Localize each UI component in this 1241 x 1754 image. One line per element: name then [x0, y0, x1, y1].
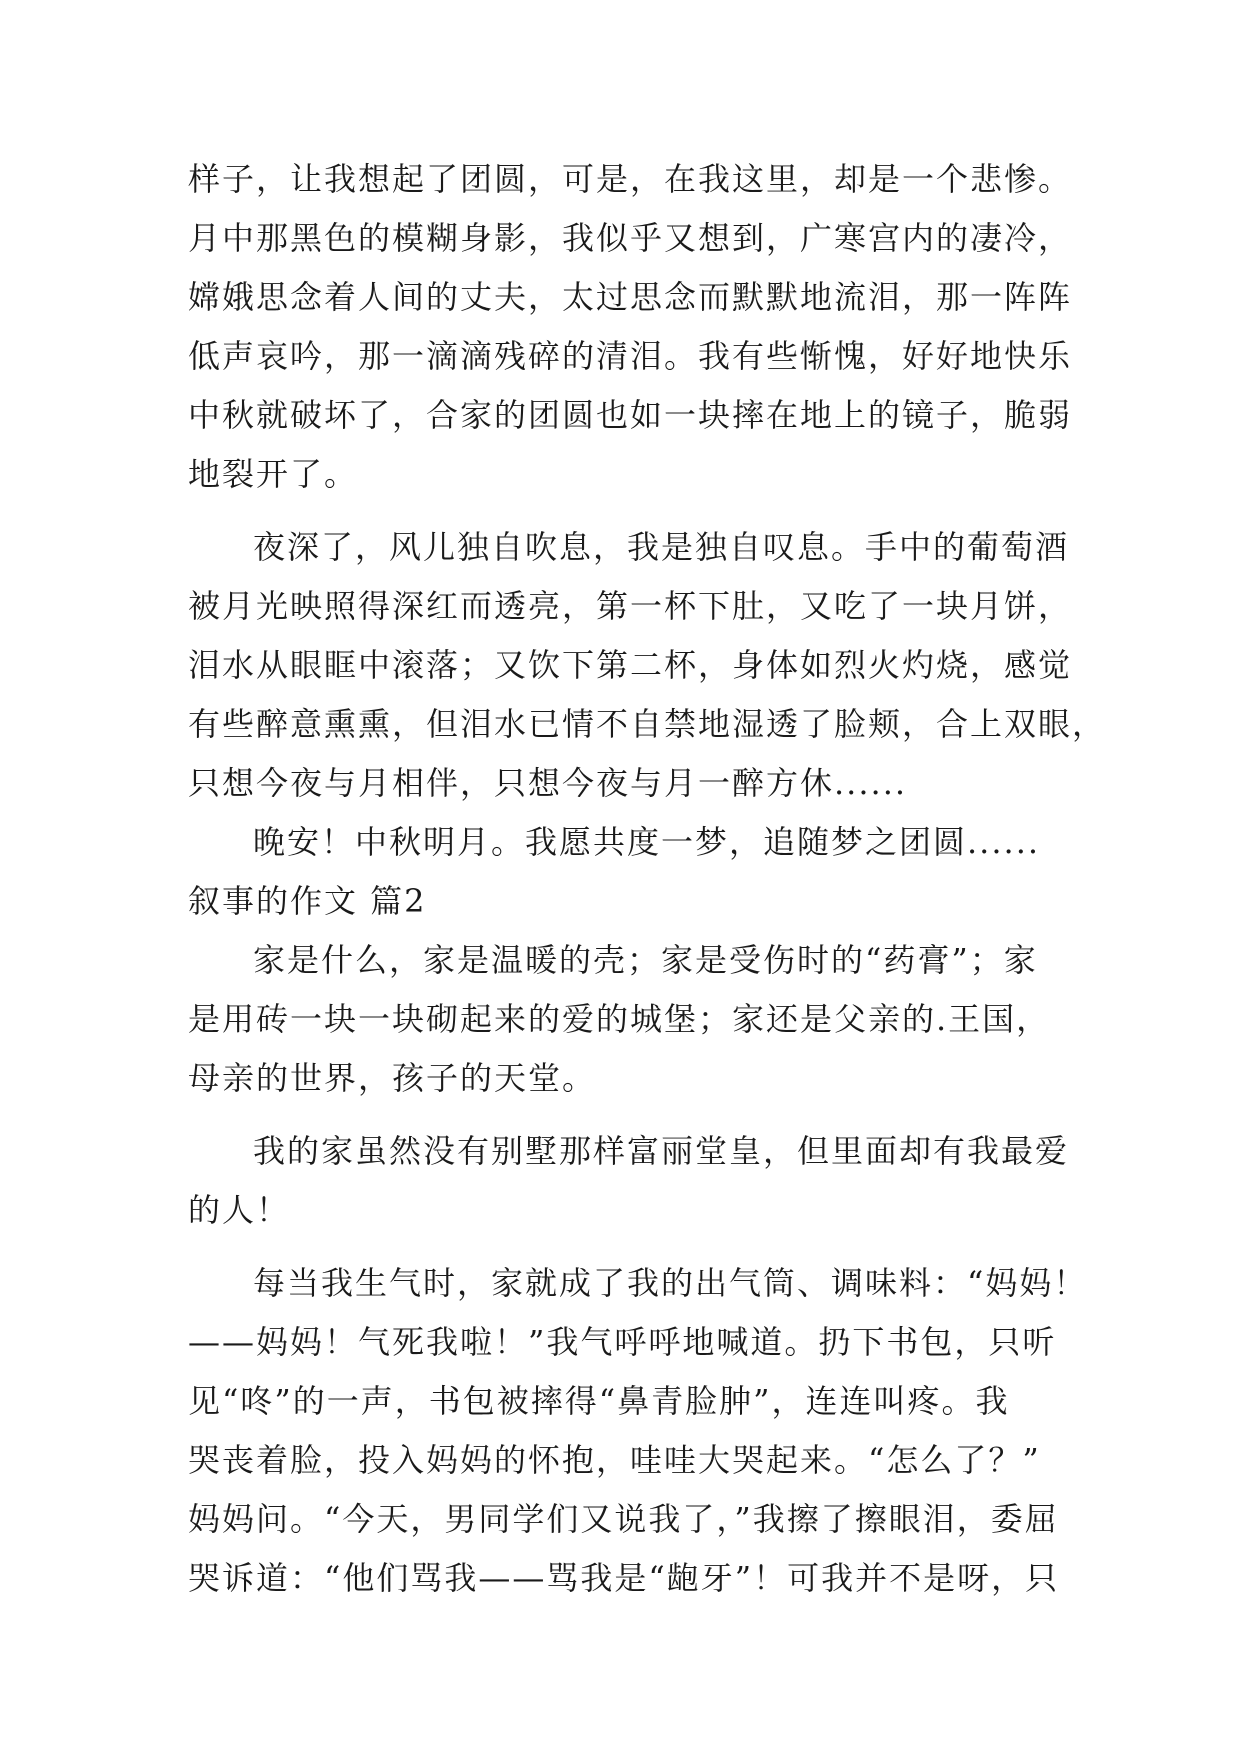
essay-body: [188, 150, 1107, 1608]
text-line: 的人！: [188, 1191, 291, 1229]
text-line: 只想今夜与月相伴，只想今夜与月一醉方休......: [188, 764, 908, 802]
text-line: 被月光映照得深红而透亮，第一杯下肚，又吃了一块月饼，: [188, 587, 1073, 625]
paragraph-start-line: 每当我生气时，家就成了我的出气筒、调味料：“妈妈！: [253, 1264, 1088, 1302]
text-line: 嫦娥思念着人间的丈夫，太过思念而默默地流泪，那一阵阵: [188, 278, 1073, 316]
text-line: 中秋就破坏了，合家的团圆也如一块摔在地上的镜子，脆弱: [188, 396, 1073, 434]
text-line: 母亲的世界，孩子的天堂。: [188, 1059, 597, 1097]
text-line: ——妈妈！气死我啦！”我气呼呼地喊道。扔下书包，只听: [188, 1323, 1057, 1361]
paragraph-start-line: 晚安！中秋明月。我愿共度一梦，追随梦之团圆......: [253, 823, 1041, 861]
text-line: 妈妈问。“今天，男同学们又说我了，”我擦了擦眼泪，委屈: [188, 1500, 1059, 1538]
section-heading: 叙事的作文 篇2: [188, 882, 427, 920]
text-line: 是用砖一块一块砌起来的爱的城堡；家还是父亲的.王国，: [188, 1000, 1051, 1038]
text-line: 样子，让我想起了团圆，可是，在我这里，却是一个悲惨。: [188, 160, 1073, 198]
text-line: 有些醉意熏熏，但泪水已情不自禁地湿透了脸颊，合上双眼，: [188, 705, 1107, 743]
paragraph-start-line: 家是什么，家是温暖的壳；家是受伤时的“药膏”；家: [253, 941, 1038, 979]
text-line: 泪水从眼眶中滚落；又饮下第二杯，身体如烈火灼烧，感觉: [188, 646, 1073, 684]
text-line: 地裂开了。: [188, 455, 359, 493]
text-line: 哭诉道：“他们骂我——骂我是“龅牙”！可我并不是呀，只: [188, 1559, 1060, 1597]
paragraph-start-line: 夜深了，风儿独自吹息，我是独自叹息。手中的葡萄酒: [253, 528, 1070, 566]
text-line: 见“咚”的一声，书包被摔得“鼻青脸肿”，连连叫疼。我: [188, 1382, 1010, 1420]
text-line: 月中那黑色的模糊身影，我似乎又想到，广寒宫内的凄冷，: [188, 219, 1073, 257]
text-line: 哭丧着脸，投入妈妈的怀抱，哇哇大哭起来。“怎么了？”: [188, 1441, 1041, 1479]
text-line: 低声哀吟，那一滴滴残碎的清泪。我有些惭愧，好好地快乐: [188, 337, 1073, 375]
paragraph-start-line: 我的家虽然没有别墅那样富丽堂皇，但里面却有我最爱: [253, 1132, 1070, 1170]
